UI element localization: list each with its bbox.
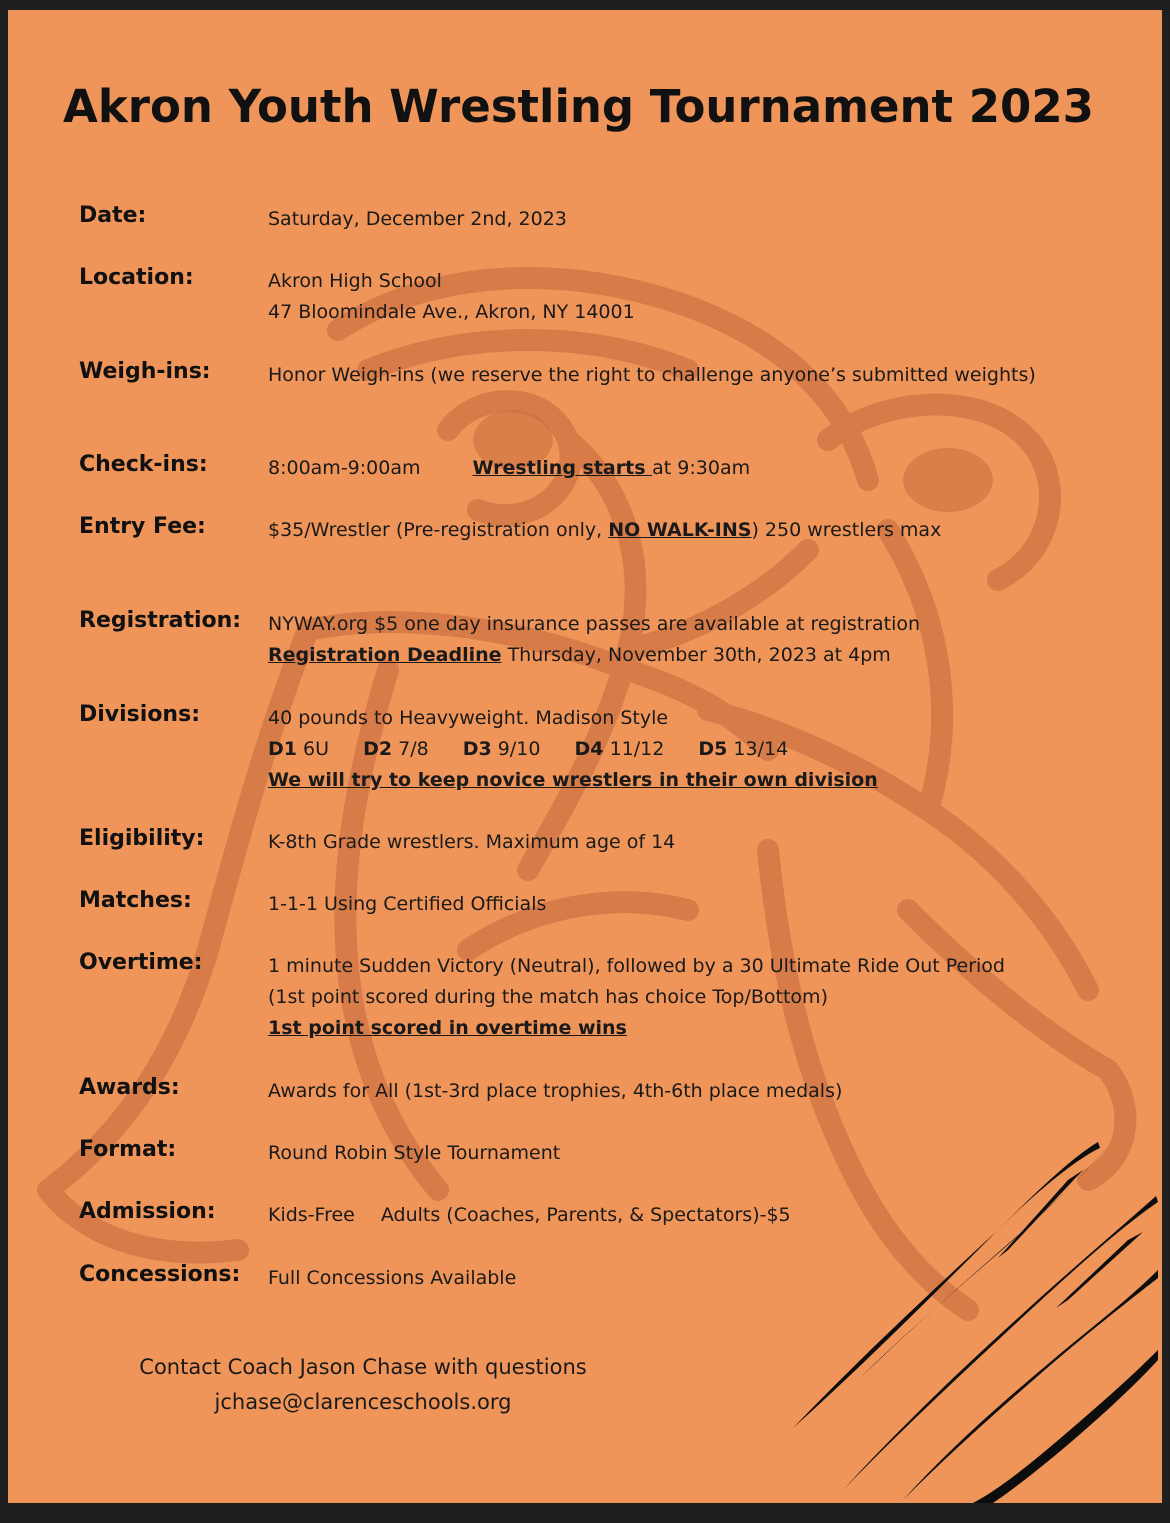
novice-note: We will try to keep novice wrestlers in their own division <box>268 769 878 791</box>
value-format <box>268 1138 560 1169</box>
location-line-2: 47 Bloomindale Ave., Akron, NY 14001 <box>268 301 635 323</box>
registration-deadline-label: Registration Deadline <box>268 644 502 666</box>
registration-deadline-value: Thursday, November 30th, 2023 at 4pm <box>501 644 891 666</box>
location-line-1: Akron High School <box>268 270 442 292</box>
label-admission: Admission: <box>79 1199 216 1224</box>
label-weighins: Weigh-ins: <box>79 359 211 384</box>
label-registration: Registration: <box>79 608 242 633</box>
overtime-line-3: 1st point scored in overtime wins <box>268 1017 627 1039</box>
wrestling-starts-label: Wrestling starts <box>472 457 653 479</box>
label-matches: Matches: <box>79 888 192 913</box>
page-title: Akron Youth Wrestling Tournament 2023 <box>63 80 1094 133</box>
value-overtime <box>268 951 1005 1044</box>
value-weighins <box>268 360 1036 391</box>
weighins-text: Honor Weigh-ins (we reserve the right to challenge anyone’s submitted weights) <box>268 364 1036 386</box>
no-walkins-text: NO WALK-INS <box>608 519 752 541</box>
division-item: D1 6U <box>268 738 330 760</box>
label-location: Location: <box>79 265 194 290</box>
awards-text: Awards for All (1st-3rd place trophies, 4th-6th place medals) <box>268 1080 843 1102</box>
matches-text: 1-1-1 Using Certified Officials <box>268 893 547 915</box>
entry-fee-max: ) 250 wrestlers max <box>751 519 942 541</box>
contact-block <box>108 1350 618 1420</box>
date-text: Saturday, December 2nd, 2023 <box>268 208 567 230</box>
label-format: Format: <box>79 1137 177 1162</box>
value-eligibility <box>268 827 675 858</box>
contact-email[interactable]: jchase@clarenceschools.org <box>214 1390 512 1414</box>
label-entry-fee: Entry Fee: <box>79 514 206 539</box>
division-item: D3 9/10 <box>462 738 541 760</box>
divisions-list <box>268 734 878 765</box>
division-item: D4 11/12 <box>574 738 665 760</box>
value-date <box>268 204 567 235</box>
label-checkins: Check-ins: <box>79 452 208 477</box>
concessions-text: Full Concessions Available <box>268 1267 517 1289</box>
value-concessions <box>268 1263 516 1294</box>
value-registration <box>268 609 920 671</box>
divisions-line-1: 40 pounds to Heavyweight. Madison Style <box>268 707 669 729</box>
entry-fee-text: $35/Wrestler (Pre-registration only, <box>268 519 609 541</box>
admission-kids: Kids-Free <box>268 1204 355 1226</box>
contact-line: Contact Coach Jason Chase with questions <box>139 1355 587 1379</box>
division-item: D2 7/8 <box>363 738 429 760</box>
value-awards <box>268 1076 842 1107</box>
value-matches <box>268 889 546 920</box>
label-overtime: Overtime: <box>79 950 203 975</box>
flyer <box>8 10 1162 1503</box>
admission-adults: Adults (Coaches, Parents, & Spectators)-$5 <box>380 1204 791 1226</box>
registration-line-1: NYWAY.org $5 one day insurance passes are available at registration <box>268 613 921 635</box>
value-admission <box>268 1200 791 1231</box>
value-entry-fee <box>268 515 941 546</box>
value-divisions <box>268 703 878 796</box>
eligibility-text: K-8th Grade wrestlers. Maximum age of 14 <box>268 831 676 853</box>
value-location <box>268 266 635 328</box>
wrestling-start-time: at 9:30am <box>652 457 751 479</box>
label-concessions: Concessions: <box>79 1262 241 1287</box>
checkin-time: 8:00am-9:00am <box>268 457 421 479</box>
value-checkins <box>268 453 750 484</box>
overtime-line-1: 1 minute Sudden Victory (Neutral), followed by a 30 Ultimate Ride Out Period <box>268 955 1005 977</box>
label-divisions: Divisions: <box>79 702 200 727</box>
label-awards: Awards: <box>79 1075 180 1100</box>
label-eligibility: Eligibility: <box>79 826 205 851</box>
format-text: Round Robin Style Tournament <box>268 1142 561 1164</box>
division-item: D5 13/14 <box>698 738 789 760</box>
label-date: Date: <box>79 203 147 228</box>
overtime-line-2: (1st point scored during the match has choice Top/Bottom) <box>268 986 828 1008</box>
